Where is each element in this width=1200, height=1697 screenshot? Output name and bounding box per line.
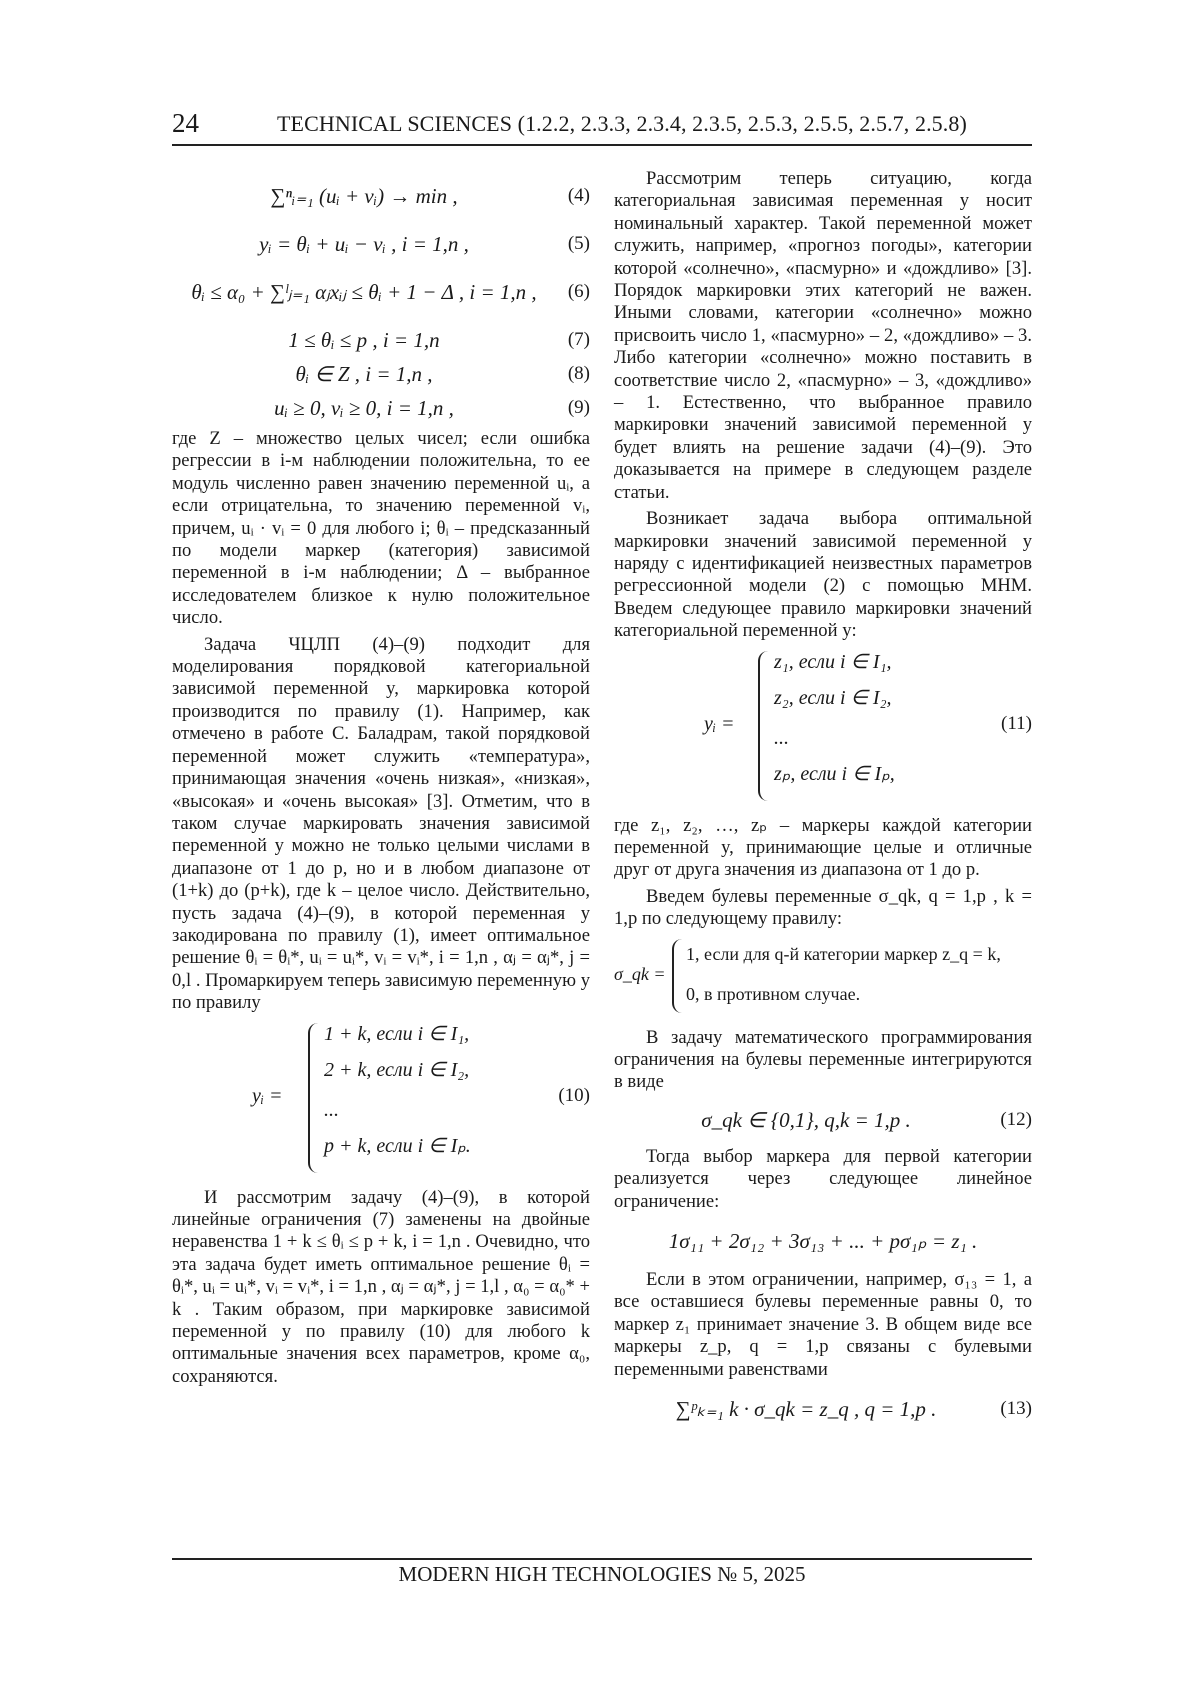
equation-number: (5) [567, 233, 590, 254]
equation-first-category [614, 1219, 1032, 1263]
paragraph-first-category: Тогда выбор маркера для первой категории реализуется через следующее линейное ограничение: [614, 1145, 1032, 1212]
left-brace-icon [308, 1023, 322, 1173]
left-column [172, 168, 590, 1388]
case-row: 1, если для q-й категории маркер z_q = k, [686, 943, 1001, 964]
case-row: 0, в противном случае. [686, 983, 861, 1004]
equation-number: (11) [1001, 712, 1032, 734]
equation-number: (10) [558, 1084, 590, 1106]
footer-rule [172, 1558, 1032, 1560]
case-row: ... [774, 726, 789, 749]
equation-9 [172, 394, 590, 422]
equation-expr: ∑ⁿᵢ₌₁ (uᵢ + vᵢ) → min , [270, 184, 458, 208]
equation-number: (4) [567, 185, 590, 206]
equation-lhs: σ_qk = [614, 963, 666, 984]
paragraph-definitions: где Z – множество целых чисел; если ошибка регрессии в i-м наблюдении положительна, то ее модуль численно равен значению переменной uᵢ, а если отрицательна, то значению переменной vᵢ, причем, uᵢ · vᵢ = 0 для любого i; θᵢ – предсказанный по модели маркер (категория) зависимой переменной в i-м наблюдении; Δ – выбранное исследователем близкое к нулю положительное число. [172, 428, 590, 629]
case-row: zₚ, если i ∈ Iₚ, [774, 762, 895, 785]
case-row: z₂, если i ∈ I₂, [774, 686, 892, 709]
paragraph-boolean-vars: Введем булевы переменные σ_qk, q = 1,p , k = 1,p по следующему правилу: [614, 885, 1032, 930]
equation-number: (7) [567, 329, 590, 350]
equation-number: (13) [1000, 1398, 1032, 1420]
equation-number: (12) [1000, 1108, 1032, 1130]
paragraph-example: Если в этом ограничении, например, σ₁₃ = 1, а все оставшиеся булевы переменные равны 0, то маркер z₁ принимает значение 3. В общем виде все маркеры z_p, q = 1,p связаны с булевыми переменными равенствами [614, 1269, 1032, 1380]
equation-lhs: yᵢ = [252, 1084, 283, 1107]
equation-5 [172, 230, 590, 258]
case-row: 2 + k, если i ∈ I₂, [324, 1058, 470, 1081]
case-row: 1 + k, если i ∈ I₁, [324, 1022, 470, 1045]
equation-4 [172, 168, 590, 224]
right-column [614, 168, 1032, 1437]
equation-6 [172, 264, 590, 320]
equation-7 [172, 326, 590, 354]
equation-expr: yᵢ = θᵢ + uᵢ − vᵢ , i = 1,n , [259, 232, 469, 256]
paragraph-markers: где z₁, z₂, …, zₚ – маркеры каждой категории переменной y, принимающие целые и отличные друг от друга значения из диапазона от 1 до p. [614, 814, 1032, 881]
equation-number: (8) [567, 363, 590, 384]
paragraph-ordinal: Задача ЧЦЛП (4)–(9) подходит для моделирования порядковой категориальной зависимой переменной y, маркировка которой производится по правилу (1). Например, как отмечено в работе С. Баладрам, такой порядковой переменной может служить «температура», принимающая значения «очень низкая», «низкая», «высокая» и «очень высокая» [3]. Отметим, что в таком случае маркировать значения зависимой переменной y можно не только целыми числами в диапазоне от 1 до p, но и в любом диапазоне от (1+k) до (p+k), где k – целое число. Действительно, пусть задача (4)–(9), в которой переменная y закодирована по правилу (1), имеет оптимальное решение θᵢ = θᵢ*, uᵢ = uᵢ*, vᵢ = vᵢ*, i = 1,n , αⱼ = αⱼ*, j = 0,l . Промаркируем теперь зависимую переменную y по правилу [172, 633, 590, 1014]
equation-expr: θᵢ ≤ α₀ + ∑ˡⱼ₌₁ αⱼxᵢⱼ ≤ θᵢ + 1 − Δ , i = 1,n , [191, 280, 537, 304]
paragraph-integration: В задачу математического программирования ограничения на булевы переменные интегрируются в виде [614, 1026, 1032, 1093]
equation-lhs: yᵢ = [704, 712, 735, 735]
case-row: z₁, если i ∈ I₁, [774, 650, 892, 673]
equation-8 [172, 360, 590, 388]
equation-expr: 1σ₁₁ + 2σ₁₂ + 3σ₁₃ + ... + pσ₁ₚ = z₁ . [668, 1229, 978, 1253]
equation-expr: ∑ᵖₖ₌₁ k · σ_qk = z_q , q = 1,p . [675, 1397, 937, 1422]
equation-number: (9) [567, 397, 590, 418]
sigma-definition [614, 939, 1032, 1019]
left-brace-icon [672, 939, 686, 1013]
footer-journal: MODERN HIGH TECHNOLOGIES № 5, 2025 [398, 1562, 806, 1586]
paragraph-nominal: Рассмотрим теперь ситуацию, когда категориальная зависимая переменная y носит номинальный характер. Такой переменной может служить, например, «прогноз погоды», категории которой «солнечно», «пасмурно» и «дождливо» [3]. Порядок маркировки этих категорий не важен. Иными словами, категории «солнечно» можно присвоить число 1, «пасмурно» – 2, «дождливо» – 3. Либо категории «солнечно» можно поставить в соответствие число 2, «пасмурно» – 3, «дождливо» – 1. Естественно, что выбранное правило маркировки значений зависимой переменной y будет влиять на решение задачи (4)–(9). Это доказывается на примере в следующем разделе статьи. [614, 168, 1032, 503]
equation-expr: 1 ≤ θᵢ ≤ p , i = 1,n [288, 328, 440, 352]
paragraph-optimal-marking: Возникает задача выбора оптимальной маркировки значений зависимой переменной y наряду с идентификацией неизвестных параметров регрессионной модели (2) с помощью МНМ. Введем следующее правило маркировки значений категориальной переменной y: [614, 508, 1032, 642]
running-header [172, 108, 1032, 146]
case-row: p + k, если i ∈ Iₚ. [324, 1134, 471, 1157]
equation-expr: uᵢ ≥ 0, vᵢ ≥ 0, i = 1,n , [274, 396, 454, 420]
paragraph-double-inequalities: И рассмотрим задачу (4)–(9), в которой линейные ограничения (7) заменены на двойные неравенства 1 + k ≤ θᵢ ≤ p + k, i = 1,n . Очевидно, что эта задача будет иметь оптимальное решение θᵢ = θᵢ*, uᵢ = uᵢ*, vᵢ = vᵢ*, i = 1,n , αⱼ = αⱼ*, j = 1,l , α₀ = α₀* + k . Таким образом, при маркировке зависимой переменной y по правилу (10) для любого k оптимальные значения всех параметров, кроме α₀, сохраняются. [172, 1186, 590, 1387]
equation-13 [614, 1381, 1032, 1437]
left-brace-icon [758, 651, 772, 801]
page-number: 24 [172, 108, 199, 138]
running-title: TECHNICAL SCIENCES (1.2.2, 2.3.3, 2.3.4, 2.3.5, 2.5.3, 2.5.5, 2.5.7, 2.5.8) [277, 111, 967, 136]
equation-10 [172, 1023, 590, 1179]
case-row: ... [324, 1098, 339, 1121]
equation-number: (6) [567, 281, 590, 302]
equation-expr: θᵢ ∈ Z , i = 1,n , [295, 362, 433, 386]
equation-expr: σ_qk ∈ {0,1}, q,k = 1,p . [701, 1107, 911, 1132]
equation-12 [614, 1100, 1032, 1140]
equation-11 [614, 651, 1032, 807]
